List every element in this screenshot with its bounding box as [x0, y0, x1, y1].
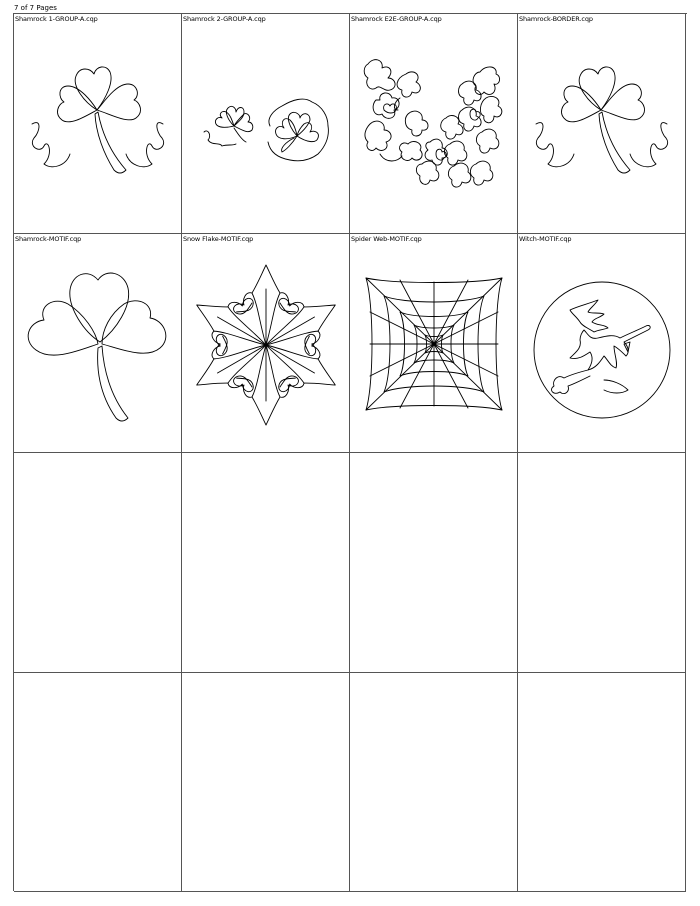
- pattern-filename: Spider Web-MOTIF.cqp: [351, 234, 422, 243]
- spider-web-icon: [350, 234, 517, 452]
- pattern-cell-spider-web-motif[interactable]: [350, 234, 518, 454]
- pattern-cell-witch-motif[interactable]: [518, 234, 686, 454]
- pattern-cell-shamrock-border[interactable]: [518, 14, 686, 234]
- shamrock-motif-icon: [14, 234, 181, 452]
- pattern-cell-shamrock-e2e-group-a[interactable]: [350, 14, 518, 234]
- empty-cell: [14, 673, 182, 893]
- empty-cell: [182, 673, 350, 893]
- shamrock-with-border-icon: [14, 14, 181, 232]
- pattern-cell-shamrock-2-group-a[interactable]: [182, 14, 350, 234]
- shamrock-e2e-meander-icon: [350, 14, 517, 232]
- pattern-filename: Witch-MOTIF.cqp: [519, 234, 572, 243]
- empty-cell: [350, 673, 518, 893]
- empty-cell: [182, 453, 350, 673]
- empty-cell: [518, 453, 686, 673]
- pattern-filename: Shamrock E2E-GROUP-A.cqp: [351, 15, 442, 23]
- pattern-filename: Shamrock 2-GROUP-A.cqp: [183, 15, 266, 23]
- pattern-cell-snow-flake-motif[interactable]: [182, 234, 350, 454]
- pattern-filename: Shamrock-BORDER.cqp: [519, 15, 593, 23]
- page-indicator: 7 of 7 Pages: [14, 4, 57, 12]
- pattern-filename: Shamrock 1-GROUP-A.cqp: [15, 15, 98, 23]
- empty-cell: [518, 673, 686, 893]
- empty-cell: [350, 453, 518, 673]
- pattern-cell-shamrock-motif[interactable]: [14, 234, 182, 454]
- pattern-cell-shamrock-1-group-a[interactable]: [14, 14, 182, 234]
- pattern-filename: Shamrock-MOTIF.cqp: [15, 234, 82, 243]
- empty-cell: [14, 453, 182, 673]
- shamrock-border-icon: [518, 14, 685, 232]
- two-small-shamrocks-icon: [182, 14, 349, 232]
- witch-moon-icon: [518, 234, 685, 452]
- pattern-grid: [13, 13, 687, 891]
- pattern-filename: Snow Flake-MOTIF.cqp: [183, 234, 254, 243]
- snowflake-icon: [182, 234, 349, 452]
